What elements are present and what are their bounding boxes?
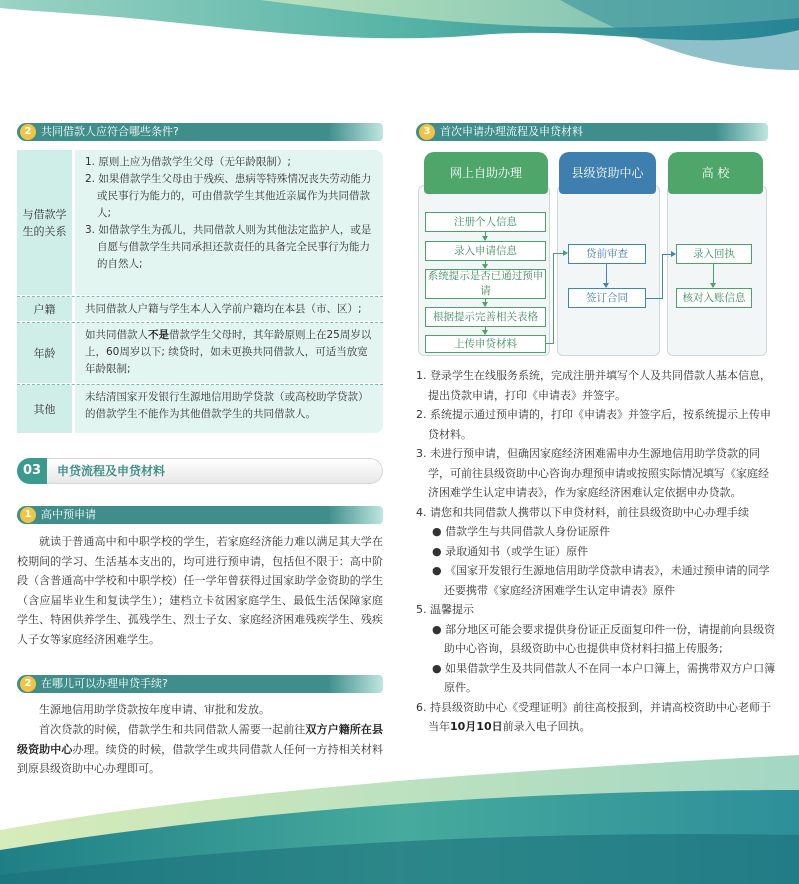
condition-line: 2. 如果借款学生父母由于残疾、患病等特殊情况丧失劳动能力或民事行为能力的，可由借款学生其他近亲属作为共同借款人; xyxy=(85,173,372,219)
flow-arrow xyxy=(606,264,607,287)
flow-step: 核对入账信息 xyxy=(676,288,752,308)
section-3-title: 首次申请办理流程及申贷材料 xyxy=(440,125,583,138)
flow-connector xyxy=(662,254,663,299)
bullet-item: ● 《国家开发银行生源地信用助学贷款申请表》，未通过预申请的同学还要携带《家庭经济困难学生认定申请表》原件 xyxy=(432,564,770,597)
column-box-county xyxy=(557,185,660,356)
condition-row-age xyxy=(17,323,383,383)
procedure-item: 5. 温馨提示 xyxy=(416,603,474,616)
bullet-item: ● 如果借款学生及共同借款人不在同一本户口簿上，需携带双方户口簿原件。 xyxy=(432,661,776,694)
flow-arrow xyxy=(553,253,567,254)
condition-body xyxy=(75,385,383,433)
section-3-number: 3 xyxy=(419,124,435,140)
condition-line: 3. 如借款学生为孤儿，共同借款人则为其他法定监护人，或是自愿与借款学生共同承担还款责任的具备完全民事行为能力的自然人; xyxy=(85,224,372,270)
condition-row-household xyxy=(17,297,383,321)
condition-label-text: 年龄 xyxy=(33,346,56,360)
flow-step: 系统提示是否已通过预申请 xyxy=(425,269,546,299)
column-head-school: 高 校 xyxy=(668,152,763,194)
flow-step: 贷前审查 xyxy=(568,244,646,264)
section-03-header xyxy=(17,458,383,484)
flow-arrow xyxy=(485,232,486,240)
flow-step: 签订合同 xyxy=(568,288,646,308)
subsection-2-header xyxy=(17,675,383,693)
condition-line: 未结清国家开发银行生源地信用助学贷款（或高校助学贷款）的借款学生不能作为其他借款学生的共同借款人。 xyxy=(85,391,369,420)
condition-label-text: 其他 xyxy=(33,402,56,416)
flow-arrow xyxy=(662,254,675,255)
section-2-title: 共同借款人应符合哪些条件? xyxy=(41,125,179,138)
condition-line: 共同借款人户籍与学生本人入学前户籍均在本县（市、区）; xyxy=(85,303,362,315)
procedure-list xyxy=(416,366,778,737)
condition-label-text: 户籍 xyxy=(33,302,56,316)
section-2-header xyxy=(17,123,383,141)
condition-label-text: 与借款学生的关系 xyxy=(22,207,67,238)
subsection-2-title: 在哪儿可以办理申贷手续? xyxy=(41,677,168,690)
conditions-table xyxy=(17,150,383,433)
condition-label xyxy=(17,385,72,433)
section-2-number: 2 xyxy=(20,124,36,140)
column-head-county: 县级资助中心 xyxy=(559,152,656,194)
condition-label xyxy=(17,150,72,295)
column-head-online: 网上自助办理 xyxy=(424,152,548,194)
condition-body xyxy=(75,297,383,321)
bullet-item: ● 录取通知书（或学生证）原件 xyxy=(432,544,589,558)
flow-arrow xyxy=(485,299,486,306)
flow-connector xyxy=(646,298,663,299)
subsection-1-paragraph: 就读于普通高中和中职学校的学生，若家庭经济能力难以满足其大学在校期间的学习、生活基本支出的，均可进行预申请，包括但不限于：高中阶段（含普通高中学校和中职学校）任一学年曾获得过国家助学金资助的学生（含应届毕业生和复读学生）；建档立卡贫困家庭学生、最低生活保障家庭学生、特困供养学生、孤残学生、烈士子女、家庭经济困难残疾学生、残疾人子女等家庭经济困难学生。 xyxy=(17,535,383,646)
flow-arrow xyxy=(485,327,486,334)
condition-label xyxy=(17,297,72,321)
procedure-item: 1. 登录学生在线服务系统，完成注册并填写个人及共同借款人基本信息，提出贷款申请，打印《申请表》并签字。 xyxy=(416,369,771,402)
section-03-title: 申贷流程及申贷材料 xyxy=(47,458,383,484)
column-box-school xyxy=(667,185,767,356)
section-03-number: 03 xyxy=(17,458,47,484)
flow-step: 录入回执 xyxy=(676,244,752,264)
condition-body xyxy=(75,323,383,383)
flow-step: 上传申贷材料 xyxy=(425,335,546,353)
procedure-item: 2. 系统提示通过预申请的，打印《申请表》并签字后，按系统提示上传申贷材料。 xyxy=(416,408,771,441)
flow-step: 注册个人信息 xyxy=(425,212,546,232)
top-wave-decoration xyxy=(0,0,799,110)
section-3-header xyxy=(416,123,768,141)
flow-step: 根据提示完善相关表格 xyxy=(425,307,546,327)
subsection-2-paragraph-2: 首次贷款的时候，借款学生和共同借款人需要一起前往双方户籍所在县级资助中心办理。续贷的时候，借款学生或共同借款人任何一方持相关材料到原县级资助中心办理即可。 xyxy=(17,723,384,775)
subsection-1-header xyxy=(17,506,383,524)
bullet-item: ● 部分地区可能会要求提供身份证正反面复印件一份，请提前向县级资助中心咨询，县级资助中心也提供申贷材料扫描上传服务; xyxy=(432,622,776,655)
flow-arrow xyxy=(713,264,714,287)
procedure-item: 4. 请您和共同借款人携带以下申贷材料，前往县级资助中心办理手续 xyxy=(416,505,749,519)
subsection-2-paragraph-1: 生源地信用助学贷款按年度申请、审批和发放。 xyxy=(39,703,270,716)
procedure-item: 6. 持县级资助中心《受理证明》前往高校报到，并请高校资助中心老师于当年10月10日前录入电子回执。 xyxy=(416,700,771,733)
flow-connector xyxy=(553,253,554,344)
flow-step: 录入申请信息 xyxy=(425,241,546,261)
condition-body xyxy=(75,150,383,295)
condition-row-relation xyxy=(17,150,383,295)
condition-label xyxy=(17,323,72,383)
subsection-1-title: 高中预申请 xyxy=(41,508,96,521)
subsection-2-number: 2 xyxy=(20,676,36,692)
condition-line: 如共同借款人不是借款学生父母时，其年龄原则上在25周岁以上，60周岁以下; 续贷时，如未更换共同借款人，可适当放宽年龄限制; xyxy=(85,329,372,375)
subsection-1-number: 1 xyxy=(20,507,36,523)
condition-line: 1. 原则上应为借款学生父母（无年龄限制）; xyxy=(85,156,291,168)
flow-arrow xyxy=(485,261,486,268)
procedure-item: 3. 未进行预申请，但确因家庭经济困难需申办生源地信用助学贷款的同学，可前往县级资助中心咨询办理预申请或按照实际情况填写《家庭经济困难学生认定申请表》，作为家庭经济困难认定依据申办贷款。 xyxy=(416,447,769,499)
condition-row-other xyxy=(17,385,383,433)
bullet-item: ● 借款学生与共同借款人身份证原件 xyxy=(432,525,611,538)
